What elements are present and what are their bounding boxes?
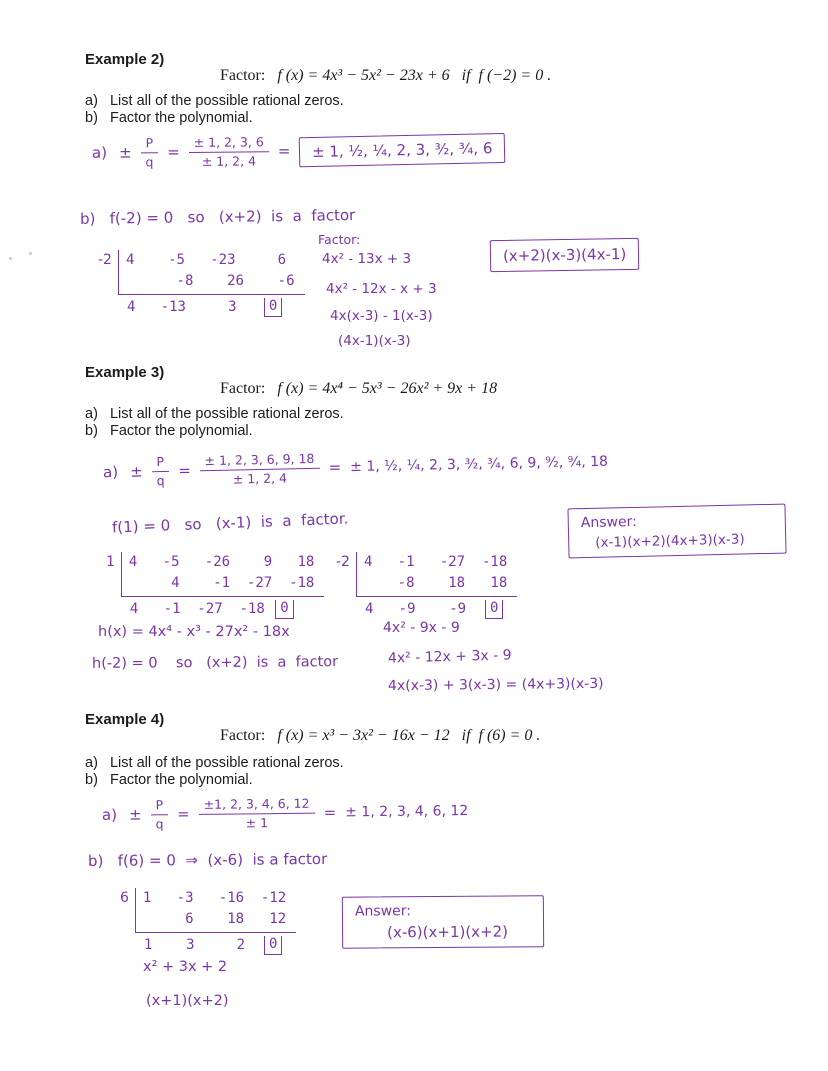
possible-zeros-list: ± 1, ½, ¼, 2, 3, ³⁄₂, ¾, 6, 9, ⁹⁄₂, ⁹⁄₄, 18 <box>350 453 609 476</box>
fraction-denominator: q <box>155 815 164 831</box>
example-4-possible-zeros-work <box>102 794 469 832</box>
fraction-numerator: ± 1, 2, 3, 6, 9, 18 <box>199 451 319 471</box>
synthetic-division-grid <box>356 552 517 620</box>
example-2-answer-box <box>490 238 640 272</box>
example-3-second-factor-statement: h(-2) = 0 so (x+2) is a factor <box>91 654 339 672</box>
factoring-step: 4x² - 9x - 9 <box>383 620 460 636</box>
remainder-value: 0 <box>485 600 503 619</box>
factoring-step: 4x² - 12x - x + 3 <box>326 281 437 297</box>
boxed-possible-zeros: ± 1, ½, ¼, 2, 3, ³⁄₂, ¾, 6 <box>299 133 506 167</box>
product-row: 4 -1 -27 -18 <box>128 575 315 591</box>
fraction-denominator: q <box>145 153 154 169</box>
part-a-label: a) <box>102 463 119 482</box>
example-4-factor-statement: b) f(6) = 0 ⇒ (x-6) is a factor <box>87 849 328 871</box>
example-3-title: Example 3) <box>85 364 165 381</box>
example-3-possible-zeros-work <box>103 445 609 490</box>
factoring-step: 4x(x-3) - 1(x-3) <box>330 308 433 324</box>
factoring-step: 4x² - 12x + 3x - 9 <box>387 647 512 667</box>
synthetic-division-upper-rows <box>135 888 296 933</box>
fraction-denominator: ± 1, 2, 4 <box>201 153 257 169</box>
factor-label: Factor: <box>220 380 266 397</box>
example-2-factor-statement: b) f(-2) = 0 so (x+2) is a factor <box>79 206 356 228</box>
factoring-step: 4x(x-3) + 3(x-3) = (4x+3)(x-3) <box>387 675 604 695</box>
example-4-task-b: b) Factor the polynomial. <box>85 772 253 788</box>
example-2-synthetic-division <box>98 250 305 318</box>
scan-artifact-dot <box>9 257 12 260</box>
result-row-values: 4 -9 -9 <box>364 601 483 617</box>
example-4-synthetic-division <box>120 888 296 956</box>
fraction-denominator: ± 1 <box>245 814 269 831</box>
remainder-value: 0 <box>264 936 282 955</box>
coefficient-row: 4 -1 -27 -18 <box>363 554 508 570</box>
example-4-title: Example 4) <box>85 711 165 728</box>
factor-lists-fraction <box>199 796 315 831</box>
equals-sign: = <box>177 805 190 824</box>
example-2-possible-zeros-work <box>92 132 506 170</box>
p-over-q-fraction <box>150 797 168 831</box>
possible-zeros-list: ± 1, 2, 3, 4, 6, 12 <box>345 803 469 821</box>
factor-label: Factor: <box>220 727 266 744</box>
example-4-formula: f (x) = x³ − 3x² − 16x − 12 if f (6) = 0 . <box>277 727 541 744</box>
synthetic-division-result-row <box>356 597 517 620</box>
example-3-answer-box <box>567 504 786 559</box>
equals-sign: = <box>167 143 180 162</box>
part-a-label: a) <box>91 143 108 162</box>
answer-text: (x-1)(x+2)(4x+3)(x-3) <box>595 531 745 551</box>
equals-sign: = <box>323 803 337 822</box>
synthetic-division-upper-rows <box>118 250 305 295</box>
coefficient-row: 4 -5 -23 6 <box>125 252 287 268</box>
synthetic-division-upper-rows <box>356 552 517 597</box>
example-3-task-a: a) List all of the possible rational zeros. <box>85 406 344 422</box>
fraction-numerator: ±1, 2, 3, 4, 6, 12 <box>199 796 315 815</box>
fraction-denominator: ± 1, 2, 4 <box>232 470 288 487</box>
result-row-values: 4 -13 3 <box>126 299 262 315</box>
p-over-q-fraction <box>151 454 169 489</box>
synthetic-division-result-row <box>135 933 296 956</box>
coefficient-row: 1 -3 -16 -12 <box>142 890 287 906</box>
example-3-formula: f (x) = 4x⁴ − 5x³ − 26x² + 9x + 18 <box>277 380 498 397</box>
answer-text: (x-6)(x+1)(x+2) <box>387 922 509 942</box>
fraction-numerator: P <box>140 135 158 153</box>
fraction-numerator: ± 1, 2, 3, 6 <box>189 134 269 152</box>
fraction-numerator: P <box>151 454 169 472</box>
synthetic-division-grid <box>118 250 305 318</box>
synthetic-divisor: 1 <box>106 554 115 570</box>
answer-text: (x+2)(x-3)(4x-1) <box>502 245 627 265</box>
synthetic-divisor: -2 <box>98 252 112 268</box>
example-3-quotient-function: h(x) = 4x⁴ - x³ - 27x² - 18x <box>98 624 290 640</box>
example-3-synthetic-division-2 <box>336 552 517 620</box>
synthetic-division-upper-rows <box>121 552 324 597</box>
equals-sign: = <box>328 458 342 477</box>
factor-label: Factor: <box>220 67 266 84</box>
fraction-denominator: q <box>156 472 165 488</box>
synthetic-division-grid <box>135 888 296 956</box>
example-4-factored-quadratic: (x+1)(x+2) <box>146 993 229 1009</box>
factor-lists-fraction <box>189 134 269 169</box>
p-over-q-fraction <box>140 135 158 169</box>
example-3-task-b: b) Factor the polynomial. <box>85 423 253 439</box>
synthetic-divisor: 6 <box>120 890 129 906</box>
product-row: 6 18 12 <box>142 911 287 927</box>
fraction-numerator: P <box>150 797 168 815</box>
factoring-step: (4x-1)(x-3) <box>338 333 411 349</box>
synthetic-division-grid <box>121 552 324 620</box>
example-2-task-b: b) Factor the polynomial. <box>85 110 253 126</box>
equals-sign: = <box>277 142 291 161</box>
coefficient-row: 4 -5 -26 9 18 <box>128 554 315 570</box>
plus-minus-sign: ± <box>129 462 143 481</box>
plus-minus-sign: ± <box>118 143 132 162</box>
plus-minus-sign: ± <box>128 805 142 824</box>
example-3-factor-statement: f(1) = 0 so (x-1) is a factor. <box>111 509 349 537</box>
example-2-task-a: a) List all of the possible rational zeros. <box>85 93 344 109</box>
example-4-answer-box <box>342 895 544 948</box>
synthetic-division-result-row <box>118 295 305 318</box>
scan-artifact-dot <box>29 252 32 255</box>
result-row-values: 1 3 2 <box>143 937 262 953</box>
factor-heading: Factor: <box>318 232 361 247</box>
answer-label: Answer: <box>580 513 638 532</box>
example-4-quotient-quadratic: x² + 3x + 2 <box>143 959 228 975</box>
example-2-title: Example 2) <box>85 51 165 68</box>
product-row: -8 18 18 <box>363 575 508 591</box>
answer-label: Answer: <box>354 903 412 920</box>
remainder-value: 0 <box>264 298 282 317</box>
example-2-factoring-steps <box>318 232 437 349</box>
part-a-label: a) <box>101 805 118 825</box>
factor-lists-fraction <box>199 451 320 488</box>
remainder-value: 0 <box>275 600 293 619</box>
product-row: -8 26 -6 <box>125 273 295 289</box>
example-3-synthetic-division-1 <box>106 552 324 620</box>
example-4-task-a: a) List all of the possible rational zeros. <box>85 755 344 771</box>
synthetic-division-result-row <box>121 597 324 620</box>
result-row-values: 4 -1 -27 -18 <box>129 601 274 617</box>
factoring-step: 4x² - 13x + 3 <box>322 251 412 267</box>
equals-sign: = <box>178 461 191 480</box>
example-2-formula: f (x) = 4x³ − 5x² − 23x + 6 if f (−2) = 0 . <box>277 67 552 84</box>
synthetic-divisor: -2 <box>336 554 350 570</box>
